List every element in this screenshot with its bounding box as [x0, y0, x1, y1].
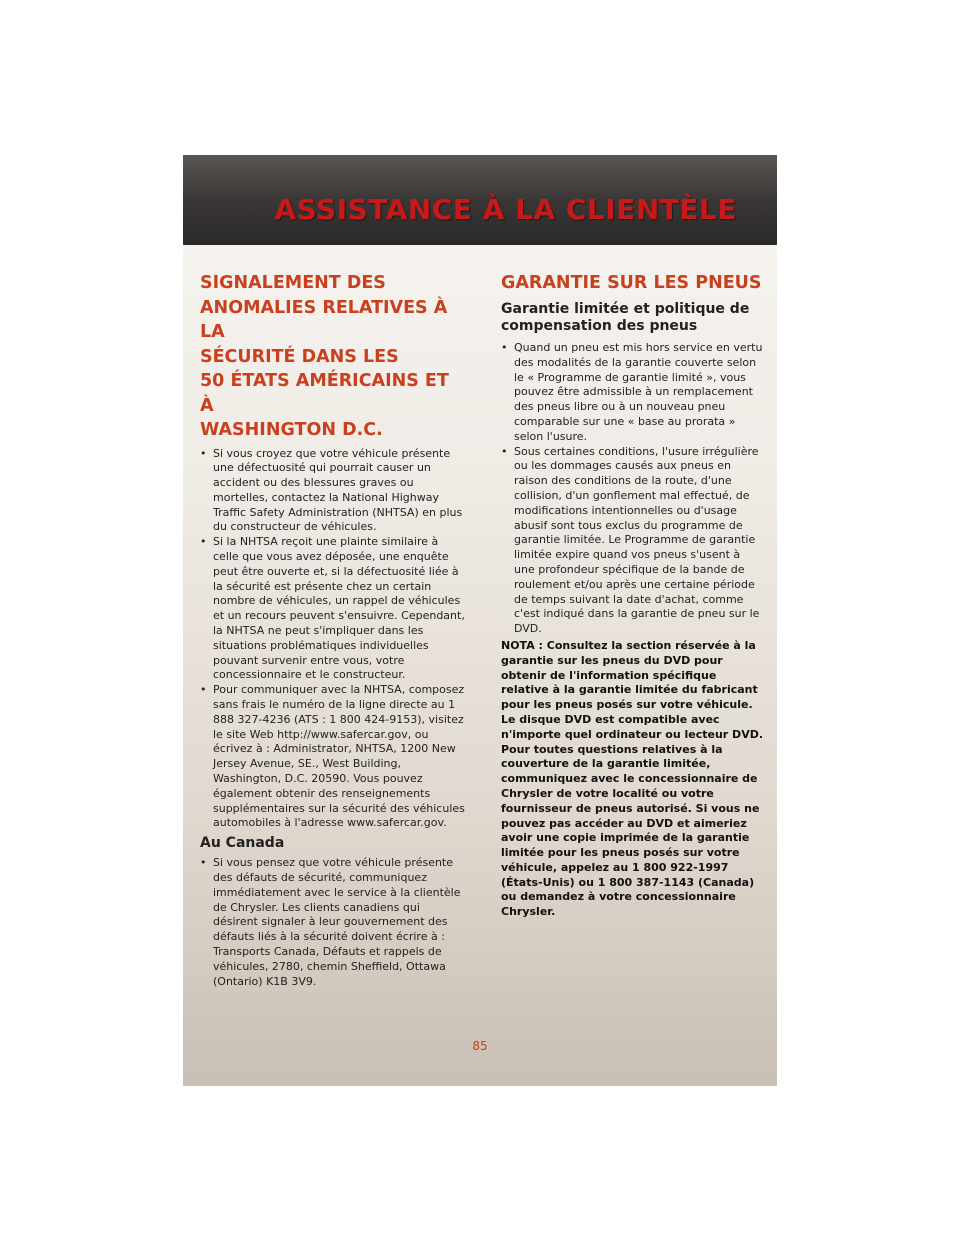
- bullet-icon: •: [200, 446, 207, 460]
- list-item-text: Si vous pensez que votre véhicule présente des défauts de sécurité, communiquez immédiatement avec le service à la clientèle de Chrysler. Les clients canadiens qui désirent signaler à leur gouvernement des défauts liés à la sécurité doivent écrire à : Transports Canada, Défauts et rappels de véhicules, 2780, chemin Sheffield, Ottawa (Ontario) K1B 3V9.: [213, 856, 461, 988]
- bullet-icon: •: [501, 341, 508, 354]
- safety-bullet-list: [200, 447, 465, 832]
- canada-bullet-list: [200, 856, 465, 989]
- page-number: 85: [472, 1039, 488, 1053]
- tire-warranty-heading: GARANTIE SUR LES PNEUS: [501, 273, 762, 293]
- left-column: [200, 271, 465, 989]
- list-item-text: Si la NHTSA reçoit une plainte similaire à celle que vous avez déposée, une enquête peut être ouverte et, si la défectuosité liée à la sécurité est présente chez un certain nombre de véhicules, un rappel de véhicules et un recours peuvent s'ensuivre. Cependant, la NHTSA ne peut s'impliquer dans les situations problématiques individuelles pouvant survenir entre vous, votre concessionnaire et le constructeur.: [213, 535, 465, 682]
- list-item: [501, 445, 763, 637]
- manual-page: [183, 155, 777, 1086]
- canada-subheading: Au Canada: [200, 835, 285, 852]
- heading-line: 50 ÉTATS AMÉRICAINS ET À: [200, 371, 449, 416]
- bullet-icon: •: [200, 683, 207, 697]
- heading-line: SIGNALEMENT DES: [200, 273, 386, 293]
- list-item: [200, 856, 465, 989]
- tire-warranty-subheading: Garantie limitée et politique de compensation des pneus: [501, 301, 750, 334]
- note-paragraph: NOTA : Consultez la section réservée à la garantie sur les pneus du DVD pour obtenir de l'information spécifique relative à la garantie limitée du fabricant pour les pneus posés sur votre véhicule. Le disque DVD est compatible avec n'importe quel ordinateur ou lecteur DVD. Pour toutes questions relatives à la couverture de la garantie limitée, communiquez avec le concessionnaire de Chrysler de votre localité ou votre fournisseur de pneus autorisé. Si vous ne pouvez pas accéder au DVD et aimeriez avoir une copie imprimée de la garantie limitée pour les pneus posés sur votre véhicule, appelez au 1 800 922-1997 (États-Unis) ou 1 800 387-1143 (Canada) ou demandez à votre concessionnaire Chrysler.: [501, 638, 764, 919]
- section-header: [183, 155, 777, 245]
- tire-bullet-list: [501, 341, 763, 637]
- heading-line: SÉCURITÉ DANS LES: [200, 346, 399, 367]
- right-column: [501, 271, 763, 920]
- list-item-text: Sous certaines conditions, l'usure irrégulière ou les dommages causés aux pneus en raison des conditions de la route, d'une collision, d'un gonflement mal effectué, de modifications intentionnelles ou d'usage abusif sont tous exclus du programme de garantie limitée. Le Programme de garantie limitée expire quand vos pneus s'usent à une profondeur spécifique de la bande de roulement et/ou après une certaine période de temps suivant la date d'achat, comme c'est indiqué dans la garantie de pneu sur le DVD.: [514, 444, 760, 636]
- list-item: [200, 447, 465, 536]
- bullet-icon: •: [200, 535, 207, 549]
- list-item: [200, 535, 465, 683]
- list-item: [200, 683, 465, 831]
- list-item-text: Pour communiquer avec la NHTSA, composez sans frais le numéro de la ligne directe au 1 888 327-4236 (ATS : 1 800 424-9153), visitez le site Web http://www.safercar.gov, ou écrivez à : Administrator, NHTSA, 1200 New Jersey Avenue, SE., West Building, Washington, D.C. 20590. Vous pouvez également obtenir des renseignements supplémentaires sur la sécurité des véhicules automobiles à l'adresse www.safercar.gov.: [213, 683, 465, 830]
- list-item: [501, 341, 763, 445]
- bullet-icon: •: [200, 856, 207, 870]
- safety-reporting-heading: [200, 271, 465, 443]
- heading-line: WASHINGTON D.C.: [200, 420, 383, 440]
- list-item-text: Quand un pneu est mis hors service en vertu des modalités de la garantie couverte selon le « Programme de garantie limité », vous pouvez être admissible à un remplacement des pneus libre ou à un nouveau pneu comparable sur une « base au prorata » selon l'usure.: [514, 341, 763, 443]
- heading-line: ANOMALIES RELATIVES À LA: [200, 297, 448, 342]
- section-title: ASSISTANCE À LA CLIENTÈLE: [274, 193, 737, 226]
- bullet-icon: •: [501, 444, 508, 458]
- list-item-text: Si vous croyez que votre véhicule présente une défectuosité qui pourrait causer un accident ou des blessures graves ou mortelles, contactez la National Highway Traffic Safety Administration (NHTSA) en plus du constructeur de véhicules.: [213, 446, 463, 534]
